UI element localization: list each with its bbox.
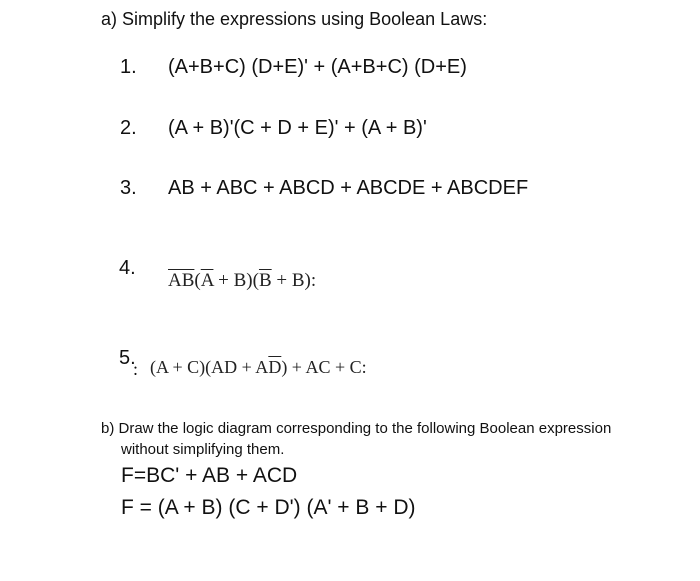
section-b-expression-2: F = (A + B) (C + D') (A' + B + D) [121,496,416,519]
item-4-tail: + B): [271,270,317,291]
item-3-number: 3. [120,177,137,199]
item-4-plus-b: + B)( [213,270,259,291]
item-5-tail: ) + AC + C: [281,357,367,377]
item-4-a-overbar: $\overline{A}$ [200,270,214,291]
item-4-expression [168,270,316,292]
item-1-expression: (A+B+C) (D+E)' + (A+B+C) (D+E) [168,56,467,78]
item-5-number: 5. [119,347,136,369]
item-4-ab-overbar: $\overline{AB}$ [168,270,195,291]
item-2-number: 2. [120,117,137,139]
item-1-number: 1. [120,56,137,78]
section-b-heading-continued: without simplifying them. [121,441,285,458]
item-4-b-overbar: $\overline{B}$ [258,270,272,291]
item-2-expression: (A + B)'(C + D + E)' + (A + B)' [168,117,427,139]
item-5-prefix: : [133,359,139,379]
section-b-heading: b) Draw the logic diagram corresponding to the following Boolean expression [101,420,612,437]
item-5-d-overbar: $\overline{D}$ [268,357,282,377]
item-4-number: 4. [119,257,136,279]
item-4-open-paren: ( [194,270,201,291]
section-a-heading: a) Simplify the expressions using Boolean Laws: [101,9,488,29]
item-3-expression: AB + ABC + ABCD + ABCDE + ABCDEF [168,177,529,199]
section-b-expression-1: F=BC' + AB + ACD [121,464,298,487]
item-5-head: (A + C)(AD + A [150,357,269,377]
item-5-expression [150,357,367,378]
